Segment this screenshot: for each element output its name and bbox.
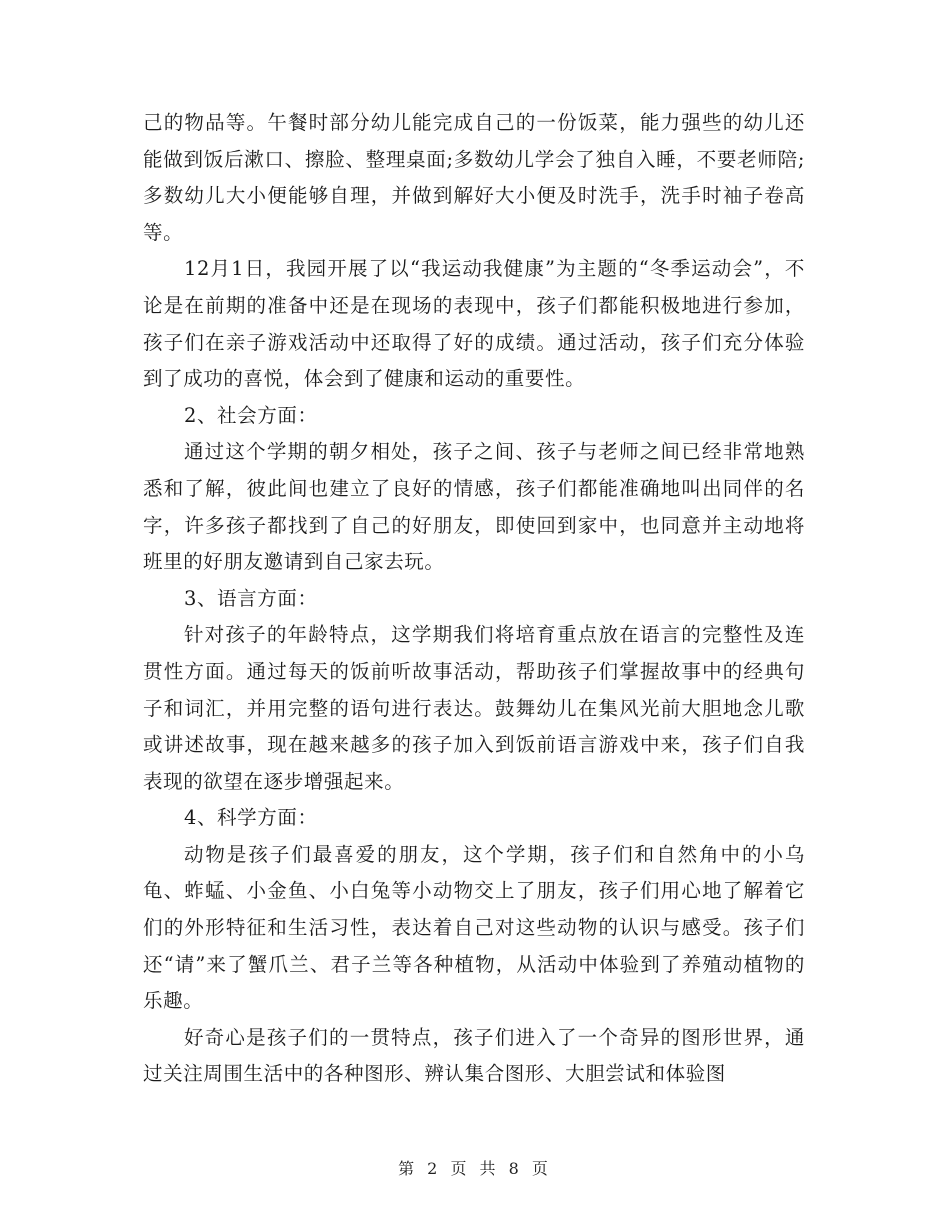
paragraph-self-care-continued: 己的物品等。午餐时部分幼儿能完成自己的一份饭菜，能力强些的幼儿还能做到饭后漱口、擦脸、整理桌面;多数幼儿学会了独自入睡，不要老师陪;多数幼儿大小便能够自理，并做到解好大小便及时洗手，洗手时袖子卷高等。 bbox=[143, 111, 805, 244]
document-body bbox=[143, 105, 805, 1093]
paragraph-science-shapes: 好奇心是孩子们的一贯特点，孩子们进入了一个奇异的图形世界，通过关注周围生活中的各种图形、辨认集合图形、大胆尝试和体验图 bbox=[143, 1025, 805, 1086]
section-heading-science: 4、科学方面： bbox=[183, 806, 318, 830]
section-heading-social: 2、社会方面： bbox=[183, 403, 318, 427]
paragraph-sports-meet: 12月1日，我园开展了以“我运动我健康”为主题的“冬季运动会”，不论是在前期的准备中还是在现场的表现中，孩子们都能积极地进行参加，孩子们在亲子游戏活动中还取得了好的成绩。通过活动，孩子们充分体验到了成功的喜悦，体会到了健康和运动的重要性。 bbox=[143, 257, 805, 391]
paragraph-social: 通过这个学期的朝夕相处，孩子之间、孩子与老师之间已经非常地熟悉和了解，彼此间也建立了良好的情感，孩子们都能准确地叫出同伴的名字，许多孩子都找到了自己的好朋友，即使回到家中，也同意并主动地将班里的好朋友邀请到自己家去玩。 bbox=[143, 440, 805, 574]
paragraph-science-animals: 动物是孩子们最喜爱的朋友，这个学期，孩子们和自然角中的小乌龟、蚱蜢、小金鱼、小白兔等小动物交上了朋友，孩子们用心地了解着它们的外形特征和生活习性，表达着自己对这些动物的认识与感受。孩子们还“请”来了蟹爪兰、君子兰等各种植物，从活动中体验到了养殖动植物的乐趣。 bbox=[143, 842, 805, 1013]
page-footer: 第 2 页 共 8 页 bbox=[398, 1159, 552, 1178]
paragraph-language: 针对孩子的年龄特点，这学期我们将培育重点放在语言的完整性及连贯性方面。通过每天的饭前听故事活动，帮助孩子们掌握故事中的经典句子和词汇，并用完整的语句进行表达。鼓舞幼儿在集风光前大胆地念儿歌或讲述故事，现在越来越多的孩子加入到饭前语言游戏中来，孩子们自我表现的欲望在逐步增强起来。 bbox=[143, 623, 805, 793]
section-heading-language: 3、语言方面： bbox=[183, 586, 318, 610]
